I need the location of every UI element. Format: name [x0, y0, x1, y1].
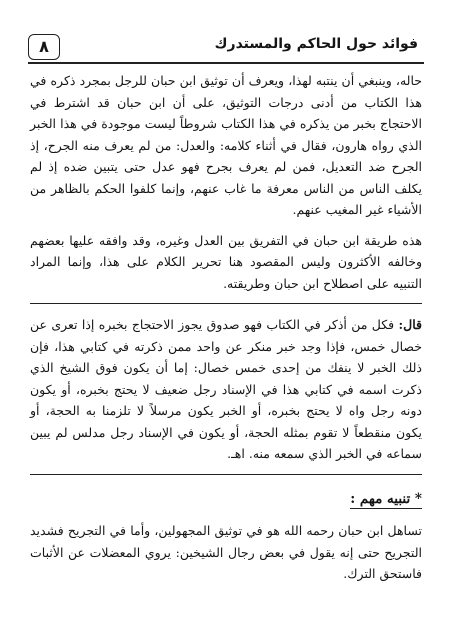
page-header: [28, 34, 424, 64]
section-divider: [30, 303, 422, 304]
note-title: * تنبيه مهم :: [350, 490, 422, 507]
section-divider-2: [30, 474, 422, 475]
paragraph-3: [30, 314, 422, 465]
page-number: ٨: [28, 34, 60, 60]
quote-text: فكل من أذكر في الكتاب فهو صدوق يجوز الاحتجاج بخبره إذا تعرى عن خصال خمس، فإذا وجد خبر منكر عن واحد ممن ذكرته في كتابي هذا، فإن ذلك الخبر لا ينفك من إحدى خمس خصال: إما أن يكون فوق الشيخ الذي ذكرت اسمه في كتابي هذا في الإسناد رجل ضعيف لا يحتج بخبره، أو يكون دونه رجل واه لا يحتج بخبره، أو الخبر يكون مرسلاً لا تلزمنا به الحجة، أو يكون منقطعاً لا تقوم بمثله الحجة، أو يكون في الإسناد رجل مدلس لم يبين سماعه في الخبر الذي سمعه منه. اهـ.: [30, 317, 422, 461]
page-body: [30, 70, 422, 594]
paragraph-1: حاله، وينبغي أن ينتبه لهذا، ويعرف أن توثيق ابن حبان للرجل بمجرد ذكره في هذا الكتاب من أدنى درجات التوثيق، على أن ابن حبان قد اشترط في الاحتجاج بخبر من يذكره في هذا الكتاب شروطاً ليست موجودة في هذا الخبر الذي رواه هارون، فقال في أثناء كلامه: والعدل: من لم يعرف منه الجرح، إذ الجرح ضد التعديل، فمن لم يعرف بجرح فهو عدل حتى يتبين ضده إذ لم يكلف الناس من الناس معرفة ما غاب عنهم، وإنما كلفوا الحكم بالظاهر من الأشياء غير المغيب عنهم.: [30, 73, 422, 217]
paragraph-4: تساهل ابن حبان رحمه الله هو في توثيق المجهولين، وأما في التجريح فشديد التجريح حتى إنه يقول في بعض رجال الشيخين: يروي المعضلات عن الأثبات فاستحق الترك.: [30, 523, 422, 581]
quote-lead: قال:: [398, 317, 423, 332]
running-title: فوائد حول الحاكم والمستدرك: [214, 36, 418, 52]
note-heading: [350, 489, 422, 511]
paragraph-2: هذه طريقة ابن حبان في التفريق بين العدل وغيره، وقد وافقه عليها بعضهم وخالفه الأكثرون وليس المقصود هنا تحرير الكلام على هذا، وإنما المراد التنبيه على اصطلاح ابن حبان وطريقته.: [30, 232, 422, 291]
